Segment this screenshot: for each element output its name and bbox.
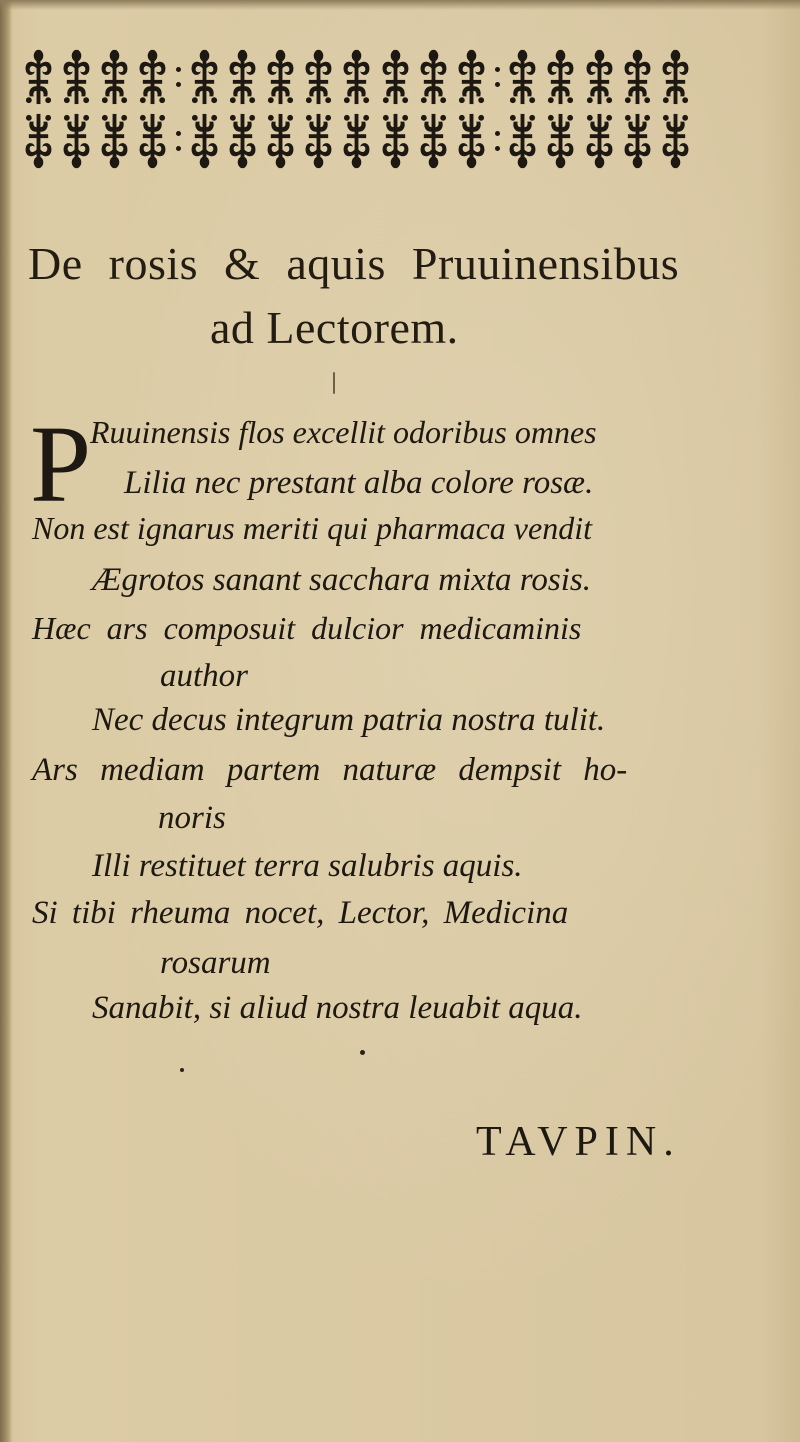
poem-line: Non est ignarus meriti qui pharmaca vendit [32, 510, 592, 546]
poem-line: Ægrotos sanant sacchara mixta rosis. [92, 562, 591, 598]
ink-speck [360, 1050, 365, 1055]
title-line-1: De rosis & aquis Pruuinensibus [28, 238, 680, 289]
poem-line: author [160, 658, 249, 694]
poem-line: Hæc ars composuit dulcior medicaminis [32, 610, 582, 646]
poem-line: noris [158, 800, 226, 836]
poem-line: rosarum [160, 945, 271, 981]
poem-line: Ars mediam partem naturæ dempsit ho- [32, 752, 628, 788]
ink-mark [333, 372, 335, 394]
author-signature: TAVPIN. [476, 1119, 681, 1165]
title-line-2: ad Lectorem. [210, 302, 459, 353]
drop-capital: P [30, 403, 92, 525]
poem-line: Nec decus integrum patria nostra tulit. [92, 702, 606, 738]
poem-line: Lilia nec prestant alba colore rosæ. [124, 465, 594, 501]
poem-line: Illi restituet terra salubris aquis. [92, 848, 523, 884]
poem-line: Si tibi rheuma nocet, Lector, Medicina [32, 895, 569, 931]
ink-speck [180, 1068, 184, 1072]
poem-line: Sanabit, si aliud nostra leuabit aqua. [92, 990, 583, 1026]
poem-line: Ruuinensis flos excellit odoribus omnes [90, 414, 597, 450]
